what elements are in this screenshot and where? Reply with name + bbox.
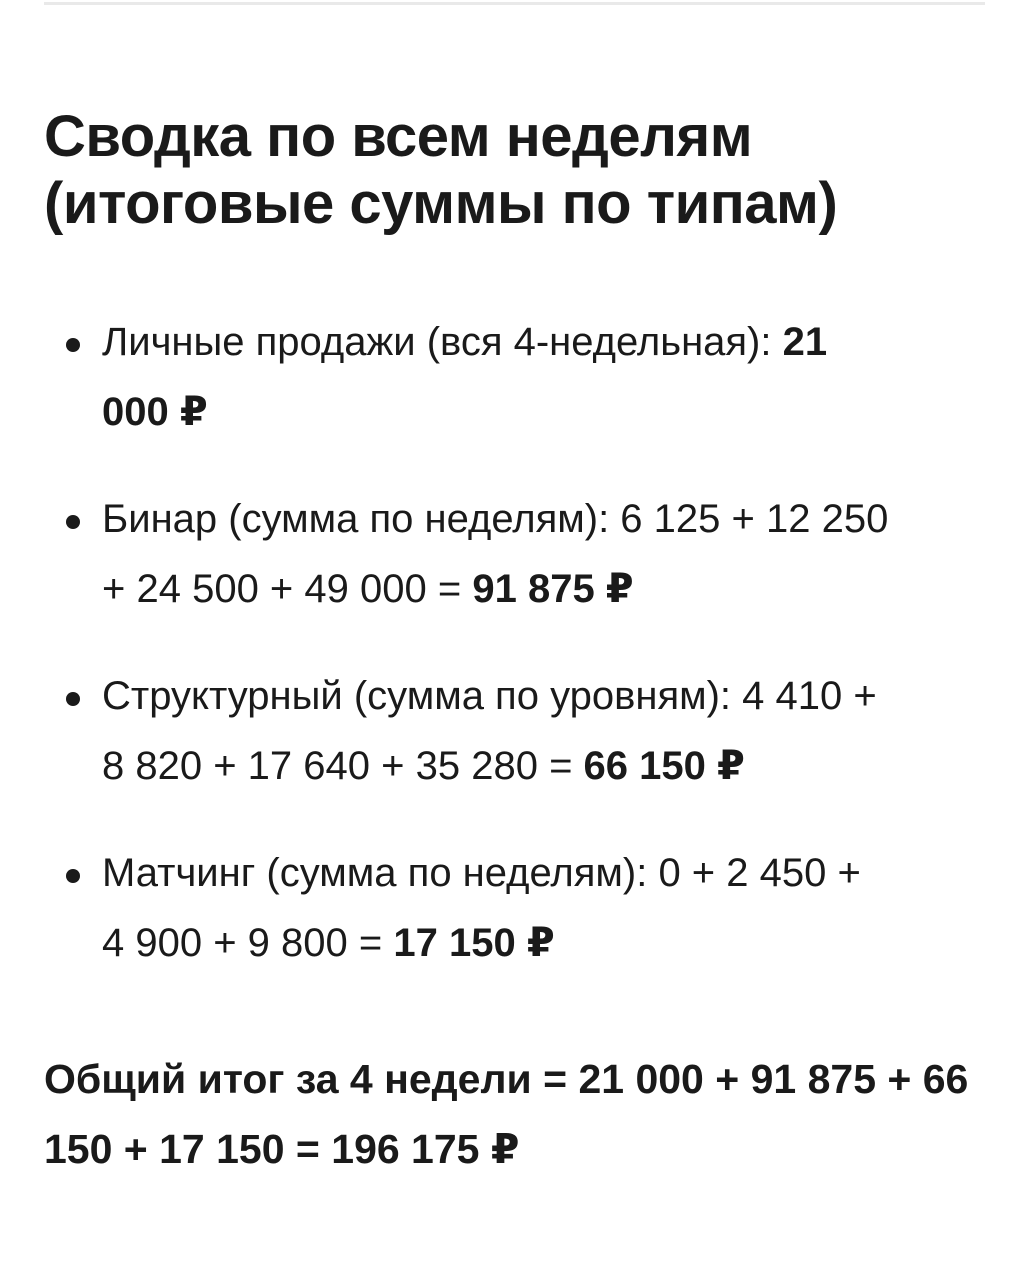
list-item-amount: 21 000 ₽ — [102, 320, 828, 434]
list-item-label: Личные продажи (вся 4-недельная): — [102, 320, 783, 364]
section-divider — [44, 2, 985, 5]
list-item-amount: 66 150 ₽ — [583, 744, 745, 788]
list-item-label: Бинар (сумма по неделям): 6 125 + 12 250 + 24 500 + 49 000 = — [102, 497, 889, 611]
list-item-personal-sales — [102, 307, 890, 447]
list-item-amount: 91 875 ₽ — [472, 567, 634, 611]
list-item-label: Структурный (сумма по уровням): 4 410 + 8 820 + 17 640 + 35 280 = — [102, 674, 877, 788]
summary-list — [44, 307, 985, 978]
list-item-binary — [102, 484, 890, 624]
bullet-icon — [66, 515, 80, 529]
document-page — [0, 2, 1029, 1282]
list-item-matching — [102, 838, 890, 978]
grand-total-line: Общий итог за 4 недели = 21 000 + 91 875 + 66 150 + 17 150 = 196 175 ₽ — [44, 1056, 969, 1172]
bullet-icon — [66, 692, 80, 706]
list-item-structural — [102, 661, 890, 801]
list-item-label: Матчинг (сумма по неделям): 0 + 2 450 + 4 900 + 9 800 = — [102, 851, 861, 965]
page-title: Сводка по всем неделям (итоговые суммы по типам) — [44, 104, 838, 236]
bullet-icon — [66, 869, 80, 883]
bullet-icon — [66, 338, 80, 352]
list-item-amount: 17 150 ₽ — [393, 921, 555, 965]
